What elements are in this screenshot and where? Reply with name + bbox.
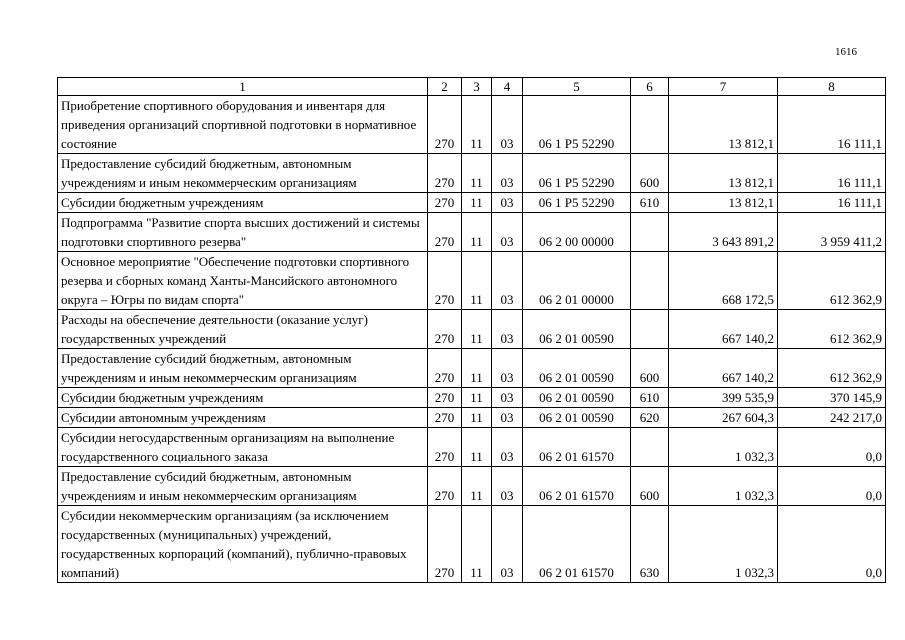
row-sum1: 1 032,3 xyxy=(669,428,778,467)
table-row xyxy=(58,154,886,193)
table-row xyxy=(58,193,886,213)
budget-table xyxy=(57,77,886,583)
row-grbs: 270 xyxy=(428,408,462,428)
row-name: Предоставление субсидий бюджетным, автономным учреждениям и иным некоммерческим организациям xyxy=(58,154,428,193)
row-sum2: 0,0 xyxy=(778,428,886,467)
row-pr: 03 xyxy=(492,310,523,349)
row-pr: 03 xyxy=(492,349,523,388)
header-cell: 5 xyxy=(523,78,631,96)
table-row xyxy=(58,388,886,408)
header-cell: 4 xyxy=(492,78,523,96)
row-grbs: 270 xyxy=(428,154,462,193)
row-name: Субсидии бюджетным учреждениям xyxy=(58,388,428,408)
row-pr: 03 xyxy=(492,408,523,428)
row-csr: 06 2 01 00590 xyxy=(523,310,631,349)
header-cell: 1 xyxy=(58,78,428,96)
row-vr: 620 xyxy=(631,408,669,428)
row-rz: 11 xyxy=(462,388,492,408)
table-row xyxy=(58,213,886,252)
row-rz: 11 xyxy=(462,193,492,213)
row-sum2: 0,0 xyxy=(778,506,886,583)
header-cell: 3 xyxy=(462,78,492,96)
row-pr: 03 xyxy=(492,193,523,213)
row-grbs: 270 xyxy=(428,193,462,213)
row-sum2: 16 111,1 xyxy=(778,96,886,154)
row-name: Субсидии негосударственным организациям на выполнение государственного социального заказа xyxy=(58,428,428,467)
row-pr: 03 xyxy=(492,506,523,583)
row-sum1: 1 032,3 xyxy=(669,506,778,583)
row-grbs: 270 xyxy=(428,428,462,467)
row-sum2: 242 217,0 xyxy=(778,408,886,428)
table-row xyxy=(58,310,886,349)
row-rz: 11 xyxy=(462,310,492,349)
row-rz: 11 xyxy=(462,154,492,193)
row-csr: 06 2 01 00000 xyxy=(523,252,631,310)
table-row xyxy=(58,428,886,467)
row-sum2: 612 362,9 xyxy=(778,349,886,388)
row-sum2: 16 111,1 xyxy=(778,193,886,213)
row-pr: 03 xyxy=(492,252,523,310)
row-name: Субсидии некоммерческим организациям (за исключением государственных (муниципальных) учреждений, государственных корпораций (компаний), публично-правовых компаний) xyxy=(58,506,428,583)
row-name: Субсидии автономным учреждениям xyxy=(58,408,428,428)
row-pr: 03 xyxy=(492,213,523,252)
row-sum1: 1 032,3 xyxy=(669,467,778,506)
row-name: Предоставление субсидий бюджетным, автономным учреждениям и иным некоммерческим организациям xyxy=(58,467,428,506)
row-name: Расходы на обеспечение деятельности (оказание услуг) государственных учреждений xyxy=(58,310,428,349)
row-sum1: 399 535,9 xyxy=(669,388,778,408)
row-grbs: 270 xyxy=(428,506,462,583)
table-row xyxy=(58,408,886,428)
row-sum1: 668 172,5 xyxy=(669,252,778,310)
row-rz: 11 xyxy=(462,408,492,428)
row-vr: 600 xyxy=(631,467,669,506)
row-sum1: 667 140,2 xyxy=(669,310,778,349)
page-number: 1616 xyxy=(835,46,857,58)
row-grbs: 270 xyxy=(428,252,462,310)
row-name: Предоставление субсидий бюджетным, автономным учреждениям и иным некоммерческим организациям xyxy=(58,349,428,388)
row-csr: 06 2 01 61570 xyxy=(523,467,631,506)
row-pr: 03 xyxy=(492,96,523,154)
row-rz: 11 xyxy=(462,252,492,310)
row-grbs: 270 xyxy=(428,388,462,408)
row-sum2: 0,0 xyxy=(778,467,886,506)
row-rz: 11 xyxy=(462,96,492,154)
row-vr xyxy=(631,96,669,154)
row-csr: 06 2 01 00590 xyxy=(523,388,631,408)
table-row xyxy=(58,349,886,388)
row-pr: 03 xyxy=(492,467,523,506)
row-vr xyxy=(631,213,669,252)
row-name: Основное мероприятие "Обеспечение подготовки спортивного резерва и сборных команд Ханты-Мансийского автономного округа – Югры по видам спорта" xyxy=(58,252,428,310)
header-cell: 7 xyxy=(669,78,778,96)
row-rz: 11 xyxy=(462,467,492,506)
header-cell: 6 xyxy=(631,78,669,96)
header-cell: 2 xyxy=(428,78,462,96)
row-vr: 610 xyxy=(631,193,669,213)
row-csr: 06 2 01 61570 xyxy=(523,506,631,583)
row-csr: 06 1 P5 52290 xyxy=(523,154,631,193)
row-csr: 06 2 01 61570 xyxy=(523,428,631,467)
row-grbs: 270 xyxy=(428,96,462,154)
row-grbs: 270 xyxy=(428,310,462,349)
row-sum2: 3 959 411,2 xyxy=(778,213,886,252)
row-vr: 600 xyxy=(631,349,669,388)
row-sum1: 267 604,3 xyxy=(669,408,778,428)
row-pr: 03 xyxy=(492,154,523,193)
row-csr: 06 2 00 00000 xyxy=(523,213,631,252)
row-csr: 06 1 P5 52290 xyxy=(523,193,631,213)
table-row xyxy=(58,467,886,506)
row-pr: 03 xyxy=(492,388,523,408)
row-grbs: 270 xyxy=(428,213,462,252)
row-grbs: 270 xyxy=(428,349,462,388)
table-row xyxy=(58,252,886,310)
row-vr xyxy=(631,310,669,349)
row-sum1: 667 140,2 xyxy=(669,349,778,388)
row-vr: 600 xyxy=(631,154,669,193)
row-sum1: 13 812,1 xyxy=(669,154,778,193)
row-csr: 06 1 P5 52290 xyxy=(523,96,631,154)
row-name: Подпрограмма "Развитие спорта высших достижений и системы подготовки спортивного резерва" xyxy=(58,213,428,252)
row-rz: 11 xyxy=(462,213,492,252)
row-csr: 06 2 01 00590 xyxy=(523,408,631,428)
row-sum2: 370 145,9 xyxy=(778,388,886,408)
row-sum1: 13 812,1 xyxy=(669,96,778,154)
row-sum2: 16 111,1 xyxy=(778,154,886,193)
row-sum1: 3 643 891,2 xyxy=(669,213,778,252)
row-grbs: 270 xyxy=(428,467,462,506)
row-sum2: 612 362,9 xyxy=(778,252,886,310)
row-vr xyxy=(631,428,669,467)
row-rz: 11 xyxy=(462,428,492,467)
row-csr: 06 2 01 00590 xyxy=(523,349,631,388)
row-sum1: 13 812,1 xyxy=(669,193,778,213)
row-name: Приобретение спортивного оборудования и инвентаря для приведения организаций спортивной подготовки в нормативное состояние xyxy=(58,96,428,154)
row-vr xyxy=(631,252,669,310)
header-cell: 8 xyxy=(778,78,886,96)
row-vr: 610 xyxy=(631,388,669,408)
table-row xyxy=(58,506,886,583)
row-vr: 630 xyxy=(631,506,669,583)
row-pr: 03 xyxy=(492,428,523,467)
header-row xyxy=(58,78,886,96)
row-sum2: 612 362,9 xyxy=(778,310,886,349)
row-rz: 11 xyxy=(462,506,492,583)
row-rz: 11 xyxy=(462,349,492,388)
table-row xyxy=(58,96,886,154)
row-name: Субсидии бюджетным учреждениям xyxy=(58,193,428,213)
